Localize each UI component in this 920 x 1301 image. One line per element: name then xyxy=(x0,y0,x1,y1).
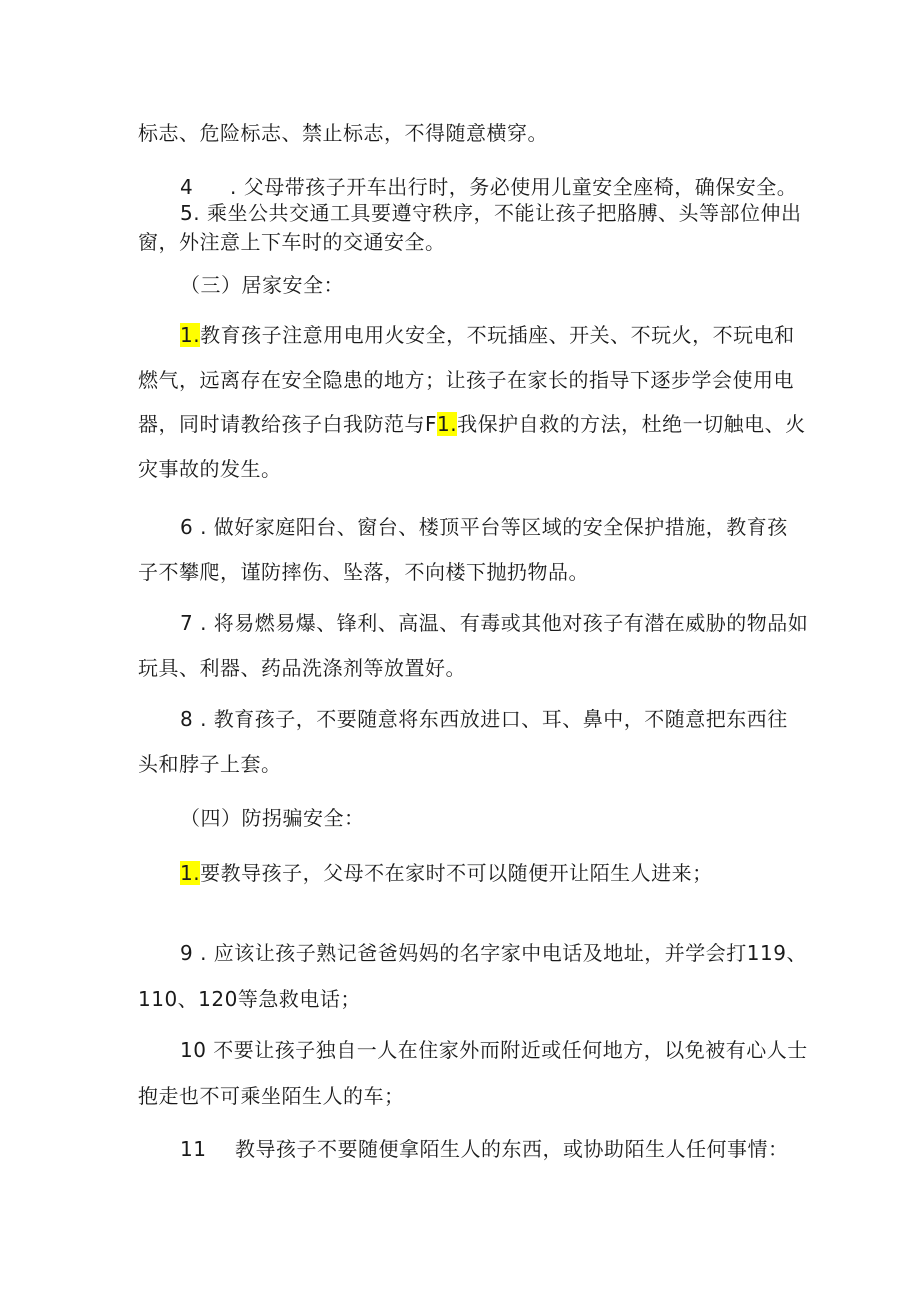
highlighted-number: 1. xyxy=(437,412,458,436)
list-number: 11 xyxy=(180,1137,207,1161)
list-text: 要教导孩子，父母不在家时不可以随便开让陌生人进来； xyxy=(200,861,713,885)
paragraph-line: 窗，外注意上下车时的交通安全。 xyxy=(138,230,446,254)
list-number: 4 xyxy=(180,175,194,199)
paragraph-line: 110、120等急救电话； xyxy=(138,987,361,1011)
list-item-8: 8 . 教育孩子，不要随意将东西放进口、耳、鼻中，不随意把东西往 xyxy=(180,707,788,731)
section-heading: （三）居家安全： xyxy=(180,273,344,297)
paragraph-line: 灾事故的发生。 xyxy=(138,457,282,481)
list-item-1 xyxy=(180,322,795,348)
list-item-1 xyxy=(180,860,713,886)
list-item-7: 7 . 将易燃易爆、锋利、高温、有毒或其他对孩子有潜在威胁的物品如 xyxy=(180,611,809,635)
list-item-10: 10 不要让孩子独自一人在住家外而附近或任何地方，以免被有心人士 xyxy=(180,1038,808,1062)
list-item-11 xyxy=(180,1136,789,1162)
text-segment: 我保护自救的方法，杜绝一切触电、火 xyxy=(457,412,806,436)
highlighted-number: 1. xyxy=(180,323,201,347)
paragraph-line: 头和脖子上套。 xyxy=(138,752,282,776)
list-item-4 xyxy=(180,174,797,200)
list-text: . 父母带孩子开车出行时，务必使用儿童安全座椅，确保安全。 xyxy=(230,175,798,199)
paragraph-line: 抱走也不可乘坐陌生人的车； xyxy=(138,1084,405,1108)
paragraph-line: 标志、危险标志、禁止标志，不得随意横穿。 xyxy=(138,121,548,145)
list-text: 教育孩子注意用电用火安全，不玩插座、开关、不玩火，不玩电和 xyxy=(200,323,795,347)
list-item-5: 5. 乘坐公共交通工具要遵守秩序，不能让孩子把胳膊、头等部位伸出 xyxy=(180,201,802,225)
paragraph-line xyxy=(138,411,806,437)
section-heading: （四）防拐骗安全： xyxy=(180,806,365,830)
paragraph-line: 燃气，远离存在安全隐患的地方；让孩子在家长的指导下逐步学会使用电 xyxy=(138,368,794,392)
paragraph-line: 子不攀爬，谨防摔伤、坠落，不向楼下抛扔物品。 xyxy=(138,560,589,584)
paragraph-line: 玩具、利器、药品洗涤剂等放置好。 xyxy=(138,656,466,680)
text-segment: 器，同时请教给孩子白我防范与F xyxy=(138,412,438,436)
list-text: 教导孩子不要随便拿陌生人的东西，或协助陌生人任何事情： xyxy=(235,1137,789,1161)
list-item-9: 9 . 应该让孩子熟记爸爸妈妈的名字家中电话及地址，并学会打119、 xyxy=(180,941,807,965)
list-item-6: 6 . 做好家庭阳台、窗台、楼顶平台等区域的安全保护措施，教育孩 xyxy=(180,515,788,539)
highlighted-number: 1. xyxy=(180,861,201,885)
